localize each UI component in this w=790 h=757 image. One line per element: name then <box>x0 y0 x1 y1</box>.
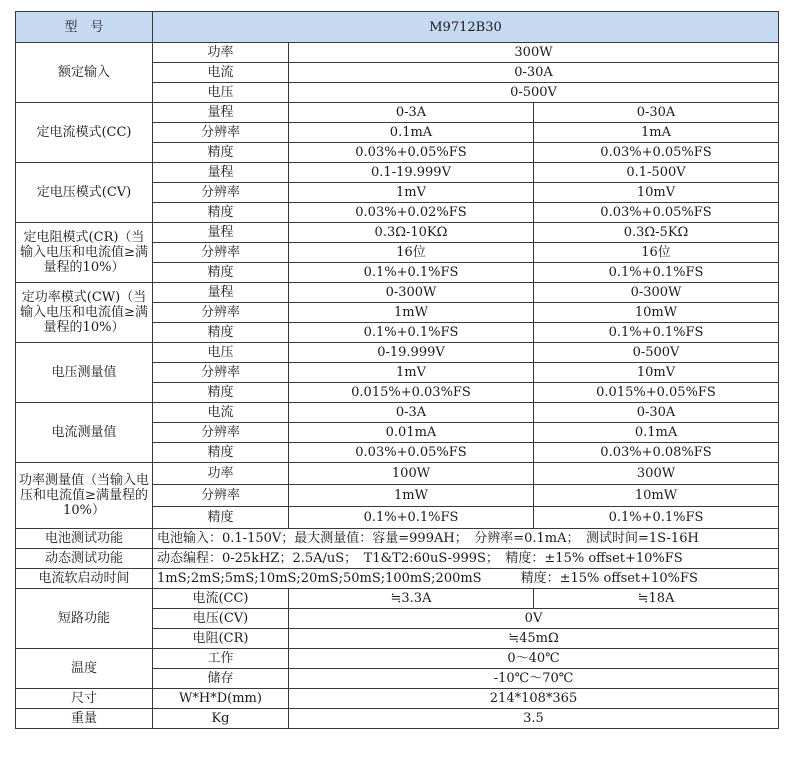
high-range-cell: 1mA <box>534 123 779 143</box>
high-range-cell: 16位 <box>534 243 779 263</box>
value-cell: 300W <box>289 43 779 63</box>
low-range-cell: 0.1%+0.1%FS <box>289 323 534 343</box>
low-range-cell: 1mW <box>289 485 534 507</box>
value-cell: 0-500V <box>289 83 779 103</box>
low-range-cell: 1mV <box>289 183 534 203</box>
low-range-cell: ≒3.3A <box>289 589 534 609</box>
param-cell: 电压(CV) <box>153 609 289 629</box>
param-cell: 功率 <box>153 43 289 63</box>
param-cell: 电压 <box>153 343 289 363</box>
value-cell: 214*108*365 <box>289 689 779 709</box>
low-range-cell: 0.3Ω-10KΩ <box>289 223 534 243</box>
low-range-cell: 0.1%+0.1%FS <box>289 263 534 283</box>
low-range-cell: 0.1-19.999V <box>289 163 534 183</box>
battery-test-label: 电池测试功能 <box>16 529 153 549</box>
battery-test-value: 电池输入：0.1-150V；最大测量值：容量=999AH； 分辨率=0.1mA； 测试时间=1S-16H <box>153 529 779 549</box>
high-range-cell: 0-30A <box>534 103 779 123</box>
soft-start-label: 电流软启动时间 <box>16 569 153 589</box>
low-range-cell: 1mW <box>289 303 534 323</box>
value-cell: -10℃～70℃ <box>289 669 779 689</box>
param-cell: 工作 <box>153 649 289 669</box>
param-cell: 分辨率 <box>153 123 289 143</box>
low-range-cell: 0.03%+0.02%FS <box>289 203 534 223</box>
soft-start-value: 1mS;2mS;5mS;10mS;20mS;50mS;100mS;200mS 精度：±15% offset+10%FS <box>153 569 779 589</box>
param-cell: 精度 <box>153 383 289 403</box>
param-cell: W*H*D(mm) <box>153 689 289 709</box>
table-row <box>16 463 779 485</box>
param-cell: 精度 <box>153 507 289 529</box>
param-cell: 分辨率 <box>153 243 289 263</box>
low-range-cell: 0-3A <box>289 103 534 123</box>
short-circuit-label: 短路功能 <box>16 589 153 649</box>
low-range-cell: 0.01mA <box>289 423 534 443</box>
high-range-cell: 0.1-500V <box>534 163 779 183</box>
model-label: 型 号 <box>16 12 153 43</box>
cw-mode-label: 定功率模式(CW)（当输入电压和电流值≥满量程的10%） <box>16 283 153 343</box>
param-cell: 量程 <box>153 223 289 243</box>
param-cell: 分辨率 <box>153 485 289 507</box>
high-range-cell: 0.1%+0.1%FS <box>534 263 779 283</box>
param-cell: Kg <box>153 709 289 729</box>
table-row <box>16 709 779 729</box>
dynamic-test-value: 动态编程：0-25kHZ；2.5A/uS； T1&T2:60uS-999S； 精度：±15% offset+10%FS <box>153 549 779 569</box>
table-row <box>16 343 779 363</box>
low-range-cell: 100W <box>289 463 534 485</box>
param-cell: 储存 <box>153 669 289 689</box>
high-range-cell: 0.3Ω-5KΩ <box>534 223 779 243</box>
high-range-cell: 0.015%+0.05%FS <box>534 383 779 403</box>
high-range-cell: 10mW <box>534 485 779 507</box>
table-row <box>16 549 779 569</box>
table-row <box>16 103 779 123</box>
value-cell: 0-30A <box>289 63 779 83</box>
high-range-cell: 0.03%+0.08%FS <box>534 443 779 463</box>
high-range-cell: 300W <box>534 463 779 485</box>
temperature-label: 温度 <box>16 649 153 689</box>
high-range-cell: 10mW <box>534 303 779 323</box>
param-cell: 分辨率 <box>153 303 289 323</box>
table-row <box>16 649 779 669</box>
value-cell: 3.5 <box>289 709 779 729</box>
high-range-cell: ≒18A <box>534 589 779 609</box>
param-cell: 精度 <box>153 323 289 343</box>
low-range-cell: 1mV <box>289 363 534 383</box>
high-range-cell: 0.1mA <box>534 423 779 443</box>
low-range-cell: 0-300W <box>289 283 534 303</box>
low-range-cell: 0-3A <box>289 403 534 423</box>
table-row <box>16 223 779 243</box>
table-row <box>16 43 779 63</box>
param-cell: 分辨率 <box>153 423 289 443</box>
param-cell: 分辨率 <box>153 183 289 203</box>
high-range-cell: 0.03%+0.05%FS <box>534 203 779 223</box>
high-range-cell: 10mV <box>534 363 779 383</box>
param-cell: 分辨率 <box>153 363 289 383</box>
model-value: M9712B30 <box>153 12 779 43</box>
param-cell: 电压 <box>153 83 289 103</box>
weight-label: 重量 <box>16 709 153 729</box>
high-range-cell: 0.1%+0.1%FS <box>534 507 779 529</box>
current-measurement-label: 电流测量值 <box>16 403 153 463</box>
param-cell: 量程 <box>153 163 289 183</box>
low-range-cell: 0.015%+0.03%FS <box>289 383 534 403</box>
cc-mode-label: 定电流模式(CC) <box>16 103 153 163</box>
param-cell: 精度 <box>153 263 289 283</box>
high-range-cell: 10mV <box>534 183 779 203</box>
cv-mode-label: 定电压模式(CV) <box>16 163 153 223</box>
power-measurement-label: 功率测量值（当输入电压和电流值≥满量程的10%） <box>16 463 153 529</box>
high-range-cell: 0-500V <box>534 343 779 363</box>
table-row <box>16 163 779 183</box>
param-cell: 精度 <box>153 203 289 223</box>
value-cell: 0V <box>289 609 779 629</box>
table-row <box>16 589 779 609</box>
low-range-cell: 0.1%+0.1%FS <box>289 507 534 529</box>
param-cell: 电流(CC) <box>153 589 289 609</box>
param-cell: 电流 <box>153 403 289 423</box>
table-row <box>16 403 779 423</box>
param-cell: 精度 <box>153 443 289 463</box>
param-cell: 量程 <box>153 283 289 303</box>
param-cell: 量程 <box>153 103 289 123</box>
high-range-cell: 0.03%+0.05%FS <box>534 143 779 163</box>
header-row <box>16 12 779 43</box>
dynamic-test-label: 动态测试功能 <box>16 549 153 569</box>
spec-table <box>15 11 779 729</box>
cr-mode-label: 定电阻模式(CR)（当输入电压和电流值≥满量程的10%） <box>16 223 153 283</box>
param-cell: 精度 <box>153 143 289 163</box>
table-row <box>16 689 779 709</box>
value-cell: 0～40℃ <box>289 649 779 669</box>
table-row <box>16 569 779 589</box>
table-row <box>16 529 779 549</box>
value-cell: ≒45mΩ <box>289 629 779 649</box>
table-row <box>16 283 779 303</box>
param-cell: 电流 <box>153 63 289 83</box>
low-range-cell: 0.1mA <box>289 123 534 143</box>
rated-input-label: 额定输入 <box>16 43 153 103</box>
low-range-cell: 16位 <box>289 243 534 263</box>
high-range-cell: 0-300W <box>534 283 779 303</box>
low-range-cell: 0-19.999V <box>289 343 534 363</box>
voltage-measurement-label: 电压测量值 <box>16 343 153 403</box>
high-range-cell: 0.1%+0.1%FS <box>534 323 779 343</box>
high-range-cell: 0-30A <box>534 403 779 423</box>
param-cell: 电阻(CR) <box>153 629 289 649</box>
low-range-cell: 0.03%+0.05%FS <box>289 443 534 463</box>
dimensions-label: 尺寸 <box>16 689 153 709</box>
low-range-cell: 0.03%+0.05%FS <box>289 143 534 163</box>
param-cell: 功率 <box>153 463 289 485</box>
